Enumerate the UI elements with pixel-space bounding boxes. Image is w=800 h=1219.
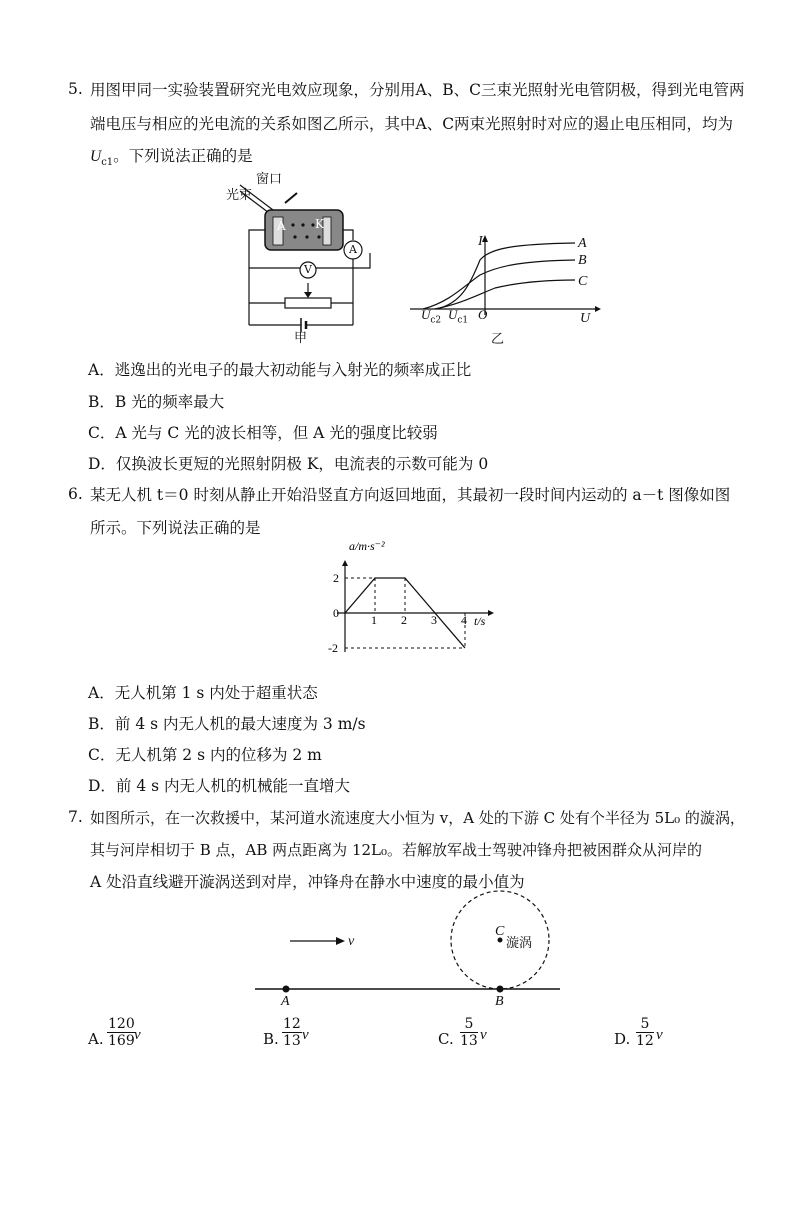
label-a: A	[281, 994, 290, 1009]
rheostat	[285, 298, 331, 308]
electron-dot	[291, 223, 294, 226]
electron-dot	[301, 223, 304, 226]
curve-a	[435, 243, 575, 309]
q7-option-c-var: v	[480, 1027, 487, 1043]
q7-option-d-numerator: 5	[636, 1016, 654, 1033]
q6-option-c: C．无人机第 2 s 内的位移为 2 m	[88, 746, 322, 764]
label-b: B	[495, 994, 504, 1009]
electron-dot	[305, 235, 308, 238]
label-cathode-k: K	[315, 217, 324, 231]
caption-yi: 乙	[491, 332, 505, 347]
label-anode-a: A	[277, 219, 286, 233]
wire-to-ammeter	[343, 230, 353, 240]
y-tick-label: 2	[333, 571, 339, 585]
q7-option-a-var: v	[134, 1027, 141, 1043]
q7-text-line1: 如图所示，在一次救援中，某河道水流速度大小恒为 v，A 处的下游 C 处有个半径为 5L₀ 的漩涡，	[90, 809, 745, 827]
q7-number: 7.	[68, 808, 83, 826]
x-axis-label: t/s	[474, 614, 486, 628]
label-v: v	[348, 934, 355, 949]
curve-b	[423, 260, 575, 309]
label-curve-a: A	[578, 236, 587, 251]
slider-arrow	[304, 292, 312, 298]
q7-option-c-denominator: 13	[460, 1033, 478, 1049]
q7-option-d-letter: D.	[614, 1030, 631, 1048]
q5-uc1-sub: c1	[101, 157, 114, 169]
q6-option-b: B．前 4 s 内无人机的最大速度为 3 m/s	[88, 715, 366, 733]
q5-option-c: C．A 光与 C 光的波长相等，但 A 光的强度比较弱	[88, 424, 438, 442]
y-tick-label: -2	[328, 641, 338, 655]
q7-option-b-denominator: 13	[283, 1033, 301, 1049]
label-c: C	[495, 924, 505, 939]
q7-text-line2: 其与河岸相切于 B 点，AB 两点距离为 12L₀。若解放军战士驾驶冲锋舟把被困群众从河岸的	[90, 841, 703, 859]
q5-text-line1: 用图甲同一实验装置研究光电效应现象，分别用A、B、C三束光照射光电管阴极，得到光电管两	[90, 81, 745, 99]
q5-uc1-symbol: U	[90, 148, 102, 165]
q7-text-line3: A 处沿直线避开漩涡送到对岸，冲锋舟在静水中速度的最小值为	[90, 873, 525, 891]
caption-jia: 甲	[294, 331, 308, 346]
flow-arrow-head	[336, 937, 345, 945]
q7-option-a-fraction	[107, 1016, 136, 1049]
q6-number: 6.	[68, 485, 83, 503]
q7-option-a-numerator: 120	[108, 1016, 135, 1032]
origin-label: 0	[333, 606, 339, 620]
q6-text-line2: 所示。下列说法正确的是	[90, 519, 261, 537]
x-tick-label: 4	[461, 613, 467, 627]
q7-option-d-denominator: 12	[636, 1033, 654, 1049]
label-beam: 光束	[226, 188, 253, 203]
y-axis-label: a/m·s⁻²	[349, 540, 385, 553]
q6-text-line1: 某无人机 t＝0 时刻从静止开始沿竖直方向返回地面，其最初一段时间内运动的 a－t 图像如图	[90, 486, 731, 504]
window-mark	[285, 193, 297, 203]
x-tick-label: 1	[371, 613, 377, 627]
electron-dot	[293, 235, 296, 238]
q7-option-c-fraction	[460, 1016, 478, 1049]
x-tick-label: 3	[431, 613, 437, 627]
q7-option-d-var: v	[656, 1027, 663, 1043]
q5-text-line2: 端电压与相应的光电流的关系如图乙所示，其中A、C两束光照射时对应的遏止电压相同，均为	[90, 115, 734, 133]
label-u-axis: U	[580, 311, 591, 326]
uc2-sub: c2	[430, 315, 442, 326]
q5-option-b: B．B 光的频率最大	[88, 393, 225, 411]
label-i-axis: I	[478, 234, 483, 249]
u-axis-arrow	[595, 306, 601, 312]
uc1-symbol: U	[448, 307, 458, 322]
label-curve-b: B	[578, 253, 587, 268]
q5-option-d: D．仅换波长更短的光照射阴极 K，电流表的示数可能为 0	[88, 455, 489, 473]
a-axis-arrow	[342, 560, 348, 566]
q7-option-c-letter: C.	[438, 1030, 454, 1048]
q5-number: 5.	[68, 80, 83, 98]
label-ammeter: A	[349, 243, 357, 256]
q7-option-b-var: v	[302, 1027, 309, 1043]
q7-option-b-letter: B.	[263, 1030, 279, 1048]
label-curve-c: C	[578, 274, 588, 289]
cathode-plate	[323, 217, 331, 245]
label-window: 窗口	[256, 172, 283, 187]
q6-option-d: D．前 4 s 内无人机的机械能一直增大	[88, 777, 351, 795]
q6-at-chart	[320, 540, 500, 670]
q7-option-b-fraction	[282, 1016, 302, 1049]
q6-option-a: A．无人机第 1 s 内处于超重状态	[88, 684, 318, 702]
q5-line3-rest: 。下列说法正确的是	[113, 147, 253, 165]
q7-option-b-numerator: 12	[283, 1016, 301, 1032]
t-axis-arrow	[488, 610, 494, 616]
x-tick-labels	[371, 613, 467, 627]
uc1-sub: c1	[457, 315, 469, 326]
label-voltmeter: V	[304, 263, 312, 276]
q7-option-a-letter: A.	[88, 1030, 104, 1048]
label-vortex: 漩涡	[506, 936, 533, 951]
q7-option-a-denominator: 169	[108, 1033, 135, 1049]
x-tick-label: 2	[401, 613, 407, 627]
q7-option-d-fraction	[636, 1016, 654, 1049]
electron-dot	[317, 235, 320, 238]
q7-option-c-numerator: 5	[460, 1016, 478, 1033]
label-origin: O	[478, 307, 488, 322]
label-uc2	[421, 305, 441, 331]
q5-option-a: A．逃逸出的光电子的最大初动能与入射光的频率成正比	[88, 361, 472, 379]
uc2-symbol: U	[421, 307, 431, 322]
label-uc1	[448, 305, 468, 331]
